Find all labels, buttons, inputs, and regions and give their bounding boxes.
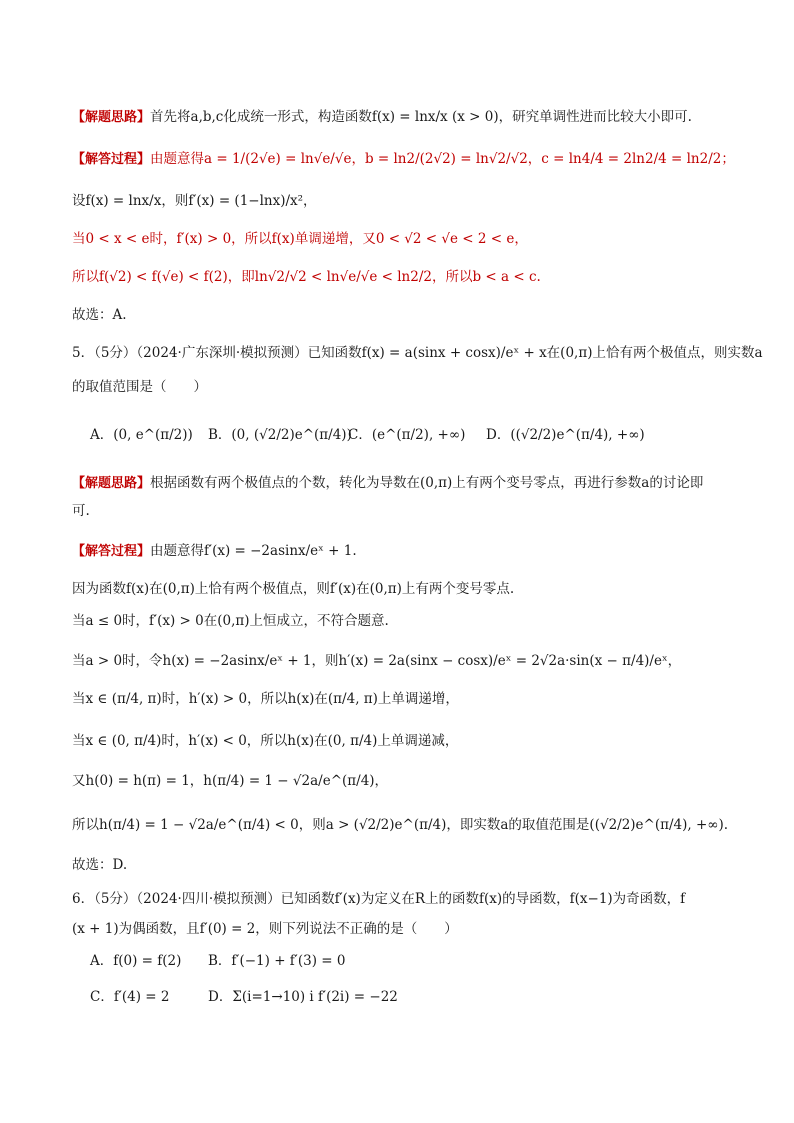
q5-option-b: B．(0, (√2/2)e^(π/4))	[208, 427, 352, 443]
q5-answer: 故选：D.	[72, 857, 128, 873]
q4-step-2: 当0 < x < e时，f′(x) > 0，所以f(x)单调递增，又0 < √2 < √e < 2 < e，	[72, 231, 528, 247]
q4-thinking	[72, 106, 734, 129]
q6-option-b: B．f′(−1) + f′(3) = 0	[208, 953, 346, 969]
process-text: 由题意得a = 1/(2√e) = ln√e/√e，b = ln2/(2√2) = ln√2/√2，c = ln4/4 = 2ln2/4 = ln2/2；	[150, 151, 735, 167]
q5-process	[72, 540, 734, 563]
q6-option-a: A．f(0) = f(2)	[90, 953, 182, 969]
process-tag: 【解答过程】	[72, 544, 151, 559]
q4-step-3: 所以f(√2) < f(√e) < f(2)，即ln√2/√2 < ln√e/√e < ln2/2，所以b < a < c.	[72, 269, 541, 285]
q4-answer: 故选：A.	[72, 307, 127, 323]
q5-option-c: C．(e^(π/2), +∞)	[348, 427, 466, 443]
thinking-tag: 【解题思路】	[72, 476, 151, 491]
q5-step-6: 又h(0) = h(π) = 1，h(π/4) = 1 − √2a/e^(π/4)，	[72, 773, 389, 789]
q5-step-1: 因为函数f(x)在(0,π)上恰有两个极值点，则f′(x)在(0,π)上有两个变号零点.	[72, 581, 515, 597]
q5-stem-2: 的取值范围是（ ）	[72, 379, 207, 395]
q5-step-7: 所以h(π/4) = 1 − √2a/e^(π/4) < 0，则a > (√2/2)e^(π/4)，即实数a的取值范围是((√2/2)e^(π/4), +∞).	[72, 817, 729, 833]
thinking-text: 首先将a,b,c化成统一形式，构造函数f(x) = lnx/x (x > 0)，研究单调性进而比较大小即可.	[150, 109, 692, 125]
q5-step-3: 当a > 0时，令h(x) = −2asinx/eˣ + 1，则h′(x) = 2a(sinx − cosx)/eˣ = 2√2a·sin(x − π/4)/eˣ，	[72, 653, 682, 669]
q6-stem-2: (x + 1)为偶函数，且f′(0) = 2，则下列说法不正确的是（ ）	[72, 921, 458, 937]
q4-step-1: 设f(x) = lnx/x，则f′(x) = (1−lnx)/x²，	[72, 193, 317, 209]
thinking-text: 根据函数有两个极值点的个数，转化为导数在(0,π)上有两个变号零点，再进行参数a的讨论即	[150, 475, 704, 491]
q5-step-4: 当x ∈ (π/4, π)时，h′(x) > 0，所以h(x)在(π/4, π)上单调递增，	[72, 691, 459, 707]
q4-process	[72, 148, 734, 171]
q5-thinking	[72, 472, 734, 495]
thinking-tag: 【解题思路】	[72, 110, 151, 125]
q5-option-a: A．(0, e^(π/2))	[90, 427, 193, 443]
q6-option-c: C．f′(4) = 2	[90, 989, 170, 1005]
process-text: 由题意得f′(x) = −2asinx/eˣ + 1.	[150, 543, 357, 559]
q5-step-2: 当a ≤ 0时，f′(x) > 0在(0,π)上恒成立，不符合题意.	[72, 613, 389, 629]
q5-step-5: 当x ∈ (0, π/4)时，h′(x) < 0，所以h(x)在(0, π/4)上单调递减，	[72, 733, 459, 749]
q5-stem-1: 5．（5分）（2024·广东深圳·模拟预测）已知函数f(x) = a(sinx + cosx)/eˣ + x在(0,π)上恰有两个极值点，则实数a	[72, 345, 763, 361]
q6-option-d: D．Σ(i=1→10) i f′(2i) = −22	[208, 989, 398, 1005]
q5-option-d: D．((√2/2)e^(π/4), +∞)	[486, 427, 645, 443]
process-tag: 【解答过程】	[72, 152, 151, 167]
q5-thinking-cont: 可.	[72, 503, 90, 519]
q6-stem-1: 6．（5分）（2024·四川·模拟预测）已知函数f′(x)为定义在R上的函数f(x)的导函数，f(x−1)为奇函数，f	[72, 891, 686, 907]
